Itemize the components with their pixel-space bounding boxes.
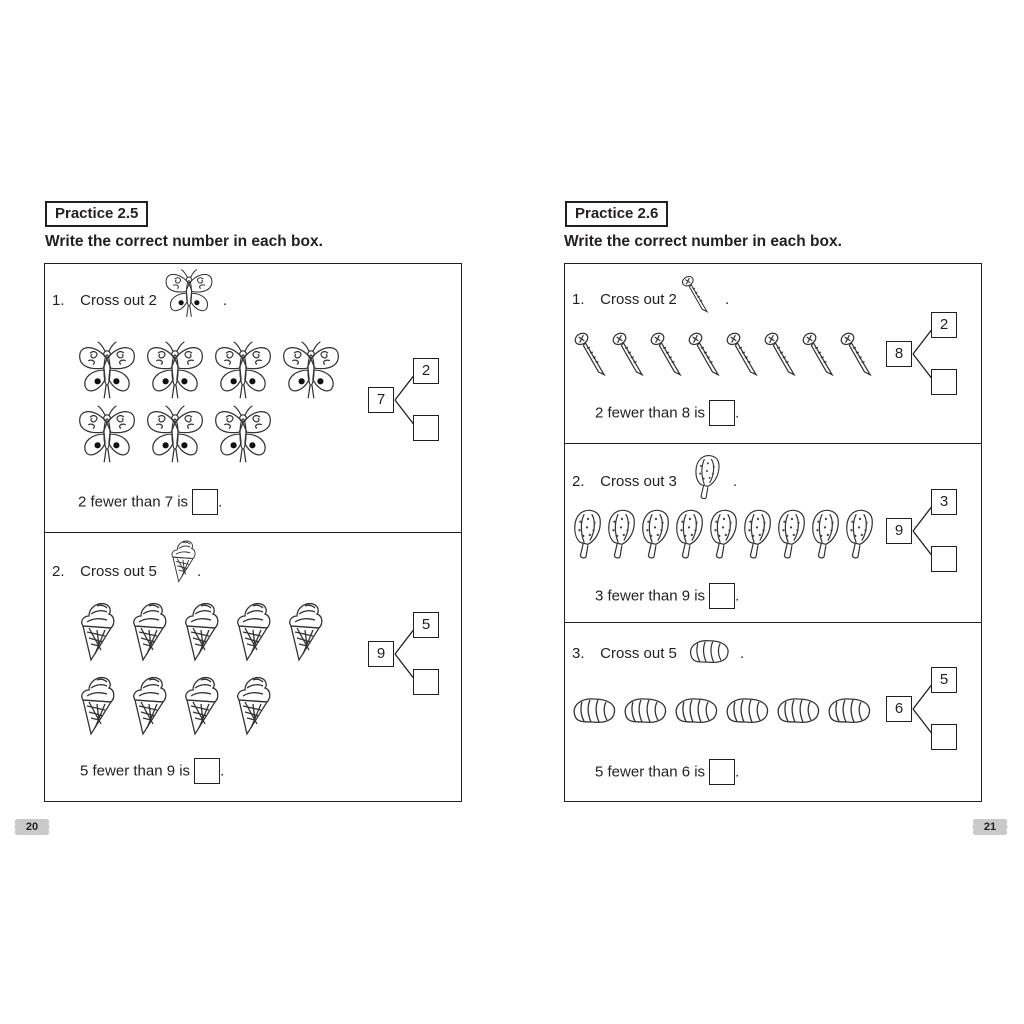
butterfly-group: [75, 340, 355, 470]
nail-icon: [801, 331, 832, 375]
question-3: [565, 622, 981, 803]
prompt-period: .: [197, 563, 202, 580]
bond-whole: 8: [886, 341, 912, 367]
ice-pop-icon: [847, 510, 873, 558]
ice-cream-cone-icon: [168, 537, 198, 583]
butterfly-icon: [163, 268, 215, 320]
answer-box[interactable]: [194, 758, 220, 784]
page-number-tab: [12, 818, 52, 836]
instruction-text: Write the correct number in each box.: [564, 233, 842, 250]
question-1: [565, 264, 981, 443]
answer-box[interactable]: [709, 583, 735, 609]
bond-part-answer-box[interactable]: [413, 415, 439, 441]
question-2: [565, 443, 981, 623]
number-bond: [886, 310, 982, 400]
exercise-frame: [44, 263, 462, 802]
fill-sentence: 3 fewer than 9 is .: [595, 583, 739, 609]
sentence-text: 2 fewer than 7 is: [78, 493, 189, 511]
question-prompt: Cross out 2: [600, 291, 677, 308]
number-bond: [368, 610, 464, 700]
sentence-text: 3 fewer than 9 is: [595, 587, 706, 605]
question-prompt: Cross out 2: [80, 292, 157, 309]
nail-icon: [725, 331, 756, 375]
butterfly-icon: [284, 342, 339, 398]
butterfly-icon: [148, 342, 203, 398]
butterfly-icon: [148, 406, 203, 462]
ice-cream-group: [77, 597, 337, 747]
number-bond: [886, 665, 982, 755]
bread-group: [571, 694, 881, 730]
fill-sentence: 5 fewer than 9 is .: [80, 758, 224, 784]
ice-cream-cone-icon: [290, 604, 322, 660]
sentence-text: 2 fewer than 8 is: [595, 404, 706, 422]
question-prompt: Cross out 3: [600, 473, 677, 490]
bond-part: 5: [413, 612, 439, 638]
bond-part: 2: [413, 358, 439, 384]
ice-cream-cone-icon: [238, 604, 270, 660]
butterfly-icon: [216, 406, 271, 462]
ice-pop-icon: [575, 510, 601, 558]
ice-cream-cone-icon: [238, 678, 270, 734]
page-number: 21: [983, 821, 997, 833]
bread-loaf-icon: [676, 699, 716, 722]
fill-sentence: 5 fewer than 6 is .: [595, 759, 739, 785]
bread-loaf-icon: [727, 699, 767, 722]
bond-whole: 9: [886, 518, 912, 544]
bond-part-answer-box[interactable]: [931, 546, 957, 572]
practice-title: Practice 2.5: [45, 201, 148, 227]
ice-cream-cone-icon: [82, 604, 114, 660]
nail-icon: [680, 274, 710, 314]
question-2: [45, 532, 461, 803]
ice-pop-icon: [745, 510, 771, 558]
nail-icon: [763, 331, 794, 375]
butterfly-icon: [216, 342, 271, 398]
question-number: 1.: [52, 292, 65, 309]
sentence-text: 5 fewer than 9 is: [80, 762, 191, 780]
question-prompt: Cross out 5: [600, 645, 677, 662]
nail-icon: [839, 331, 870, 375]
fill-sentence: 2 fewer than 8 is .: [595, 400, 739, 426]
question-number: 2.: [572, 473, 585, 490]
prompt-period: .: [733, 473, 738, 490]
fill-sentence: 2 fewer than 7 is .: [78, 489, 222, 515]
bond-part-answer-box[interactable]: [931, 724, 957, 750]
nail-group: [573, 330, 883, 380]
exercise-frame: [564, 263, 982, 802]
bread-loaf-icon: [625, 699, 665, 722]
prompt-period: .: [223, 292, 228, 309]
page-number-tab: [970, 818, 1010, 836]
instruction-text: Write the correct number in each box.: [45, 233, 323, 250]
bond-part-answer-box[interactable]: [931, 369, 957, 395]
ice-pop-icon: [779, 510, 805, 558]
ice-cream-cone-icon: [82, 678, 114, 734]
number-bond: [368, 356, 464, 446]
nail-icon: [611, 331, 642, 375]
butterfly-icon: [80, 342, 135, 398]
bond-whole: 6: [886, 696, 912, 722]
answer-box[interactable]: [192, 489, 218, 515]
right-page: [512, 0, 1024, 1024]
prompt-period: .: [725, 291, 730, 308]
bond-whole: 9: [368, 641, 394, 667]
bread-loaf-icon: [778, 699, 818, 722]
bread-loaf-icon: [829, 699, 869, 722]
answer-box[interactable]: [709, 759, 735, 785]
ice-pop-icon: [813, 510, 839, 558]
ice-pop-group: [571, 508, 891, 564]
bond-whole: 7: [368, 387, 394, 413]
bond-part-answer-box[interactable]: [413, 669, 439, 695]
answer-box[interactable]: [709, 400, 735, 426]
ice-pop-icon: [711, 510, 737, 558]
nail-icon: [573, 331, 604, 375]
practice-title: Practice 2.6: [565, 201, 668, 227]
ice-cream-cone-icon: [186, 678, 218, 734]
sentence-text: 5 fewer than 6 is: [595, 763, 706, 781]
nail-icon: [649, 331, 680, 375]
prompt-period: .: [740, 645, 745, 662]
question-prompt: Cross out 5: [80, 563, 157, 580]
question-number: 2.: [52, 563, 65, 580]
ice-cream-cone-icon: [186, 604, 218, 660]
ice-pop-icon: [677, 510, 703, 558]
ice-pop-icon: [692, 454, 722, 500]
number-bond: [886, 487, 982, 577]
ice-cream-cone-icon: [134, 678, 166, 734]
bread-loaf-icon: [687, 638, 731, 664]
ice-pop-icon: [609, 510, 635, 558]
question-number: 3.: [572, 645, 585, 662]
butterfly-icon: [80, 406, 135, 462]
question-number: 1.: [572, 291, 585, 308]
question-1: [45, 264, 461, 532]
bond-part: 2: [931, 312, 957, 338]
page-number: 20: [25, 821, 39, 833]
bond-part: 5: [931, 667, 957, 693]
ice-pop-icon: [643, 510, 669, 558]
nail-icon: [687, 331, 718, 375]
bond-part: 3: [931, 489, 957, 515]
ice-cream-cone-icon: [134, 604, 166, 660]
bread-loaf-icon: [574, 699, 614, 722]
